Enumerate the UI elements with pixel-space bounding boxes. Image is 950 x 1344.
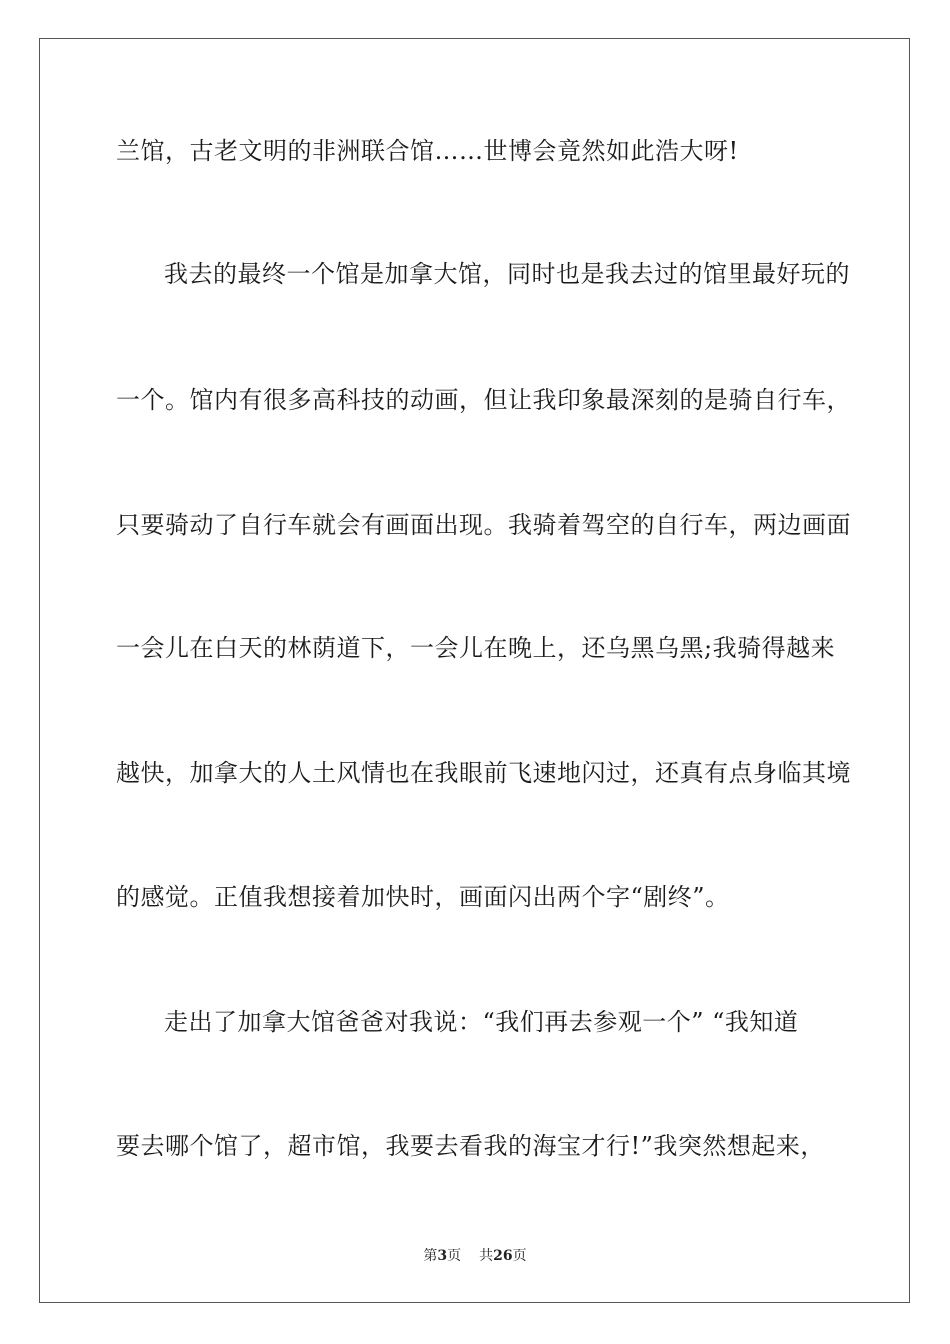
text-line: 一会儿在白天的林荫道下，一会儿在晚上，还乌黑乌黑;我骑得越来: [116, 634, 836, 662]
total-suffix: 页: [512, 1248, 527, 1264]
text-line: 要去哪个馆了，超市馆，我要去看我的海宝才行!”我突然想起来，: [116, 1132, 825, 1160]
total-prefix: 共: [479, 1248, 494, 1264]
text-line: 兰馆，古老文明的非洲联合馆……世博会竟然如此浩大呀!: [116, 137, 739, 165]
text-line: 的感觉。正值我想接着加快时，画面闪出两个字“剧终”。: [116, 883, 730, 911]
text-line: 走出了加拿大馆爸爸对我说：“我们再去参观一个” “我知道: [164, 1008, 799, 1036]
text-line: 一个。馆内有很多高科技的动画，但让我印象最深刻的是骑自行车，: [116, 386, 851, 414]
page-number: 3: [437, 1248, 448, 1264]
text-line: 我去的最终一个馆是加拿大馆，同时也是我去过的馆里最好玩的: [164, 260, 850, 288]
text-line: 只要骑动了自行车就会有画面出现。我骑着驾空的自行车，两边画面: [116, 511, 851, 539]
page-footer: [0, 1247, 950, 1265]
page-prefix: 第: [423, 1248, 438, 1264]
page-suffix: 页: [447, 1248, 462, 1264]
text-line: 越快，加拿大的人土风情也在我眼前飞速地闪过，还真有点身临其境: [116, 759, 851, 787]
total-pages: 26: [493, 1248, 513, 1264]
page-frame: [39, 38, 910, 1303]
